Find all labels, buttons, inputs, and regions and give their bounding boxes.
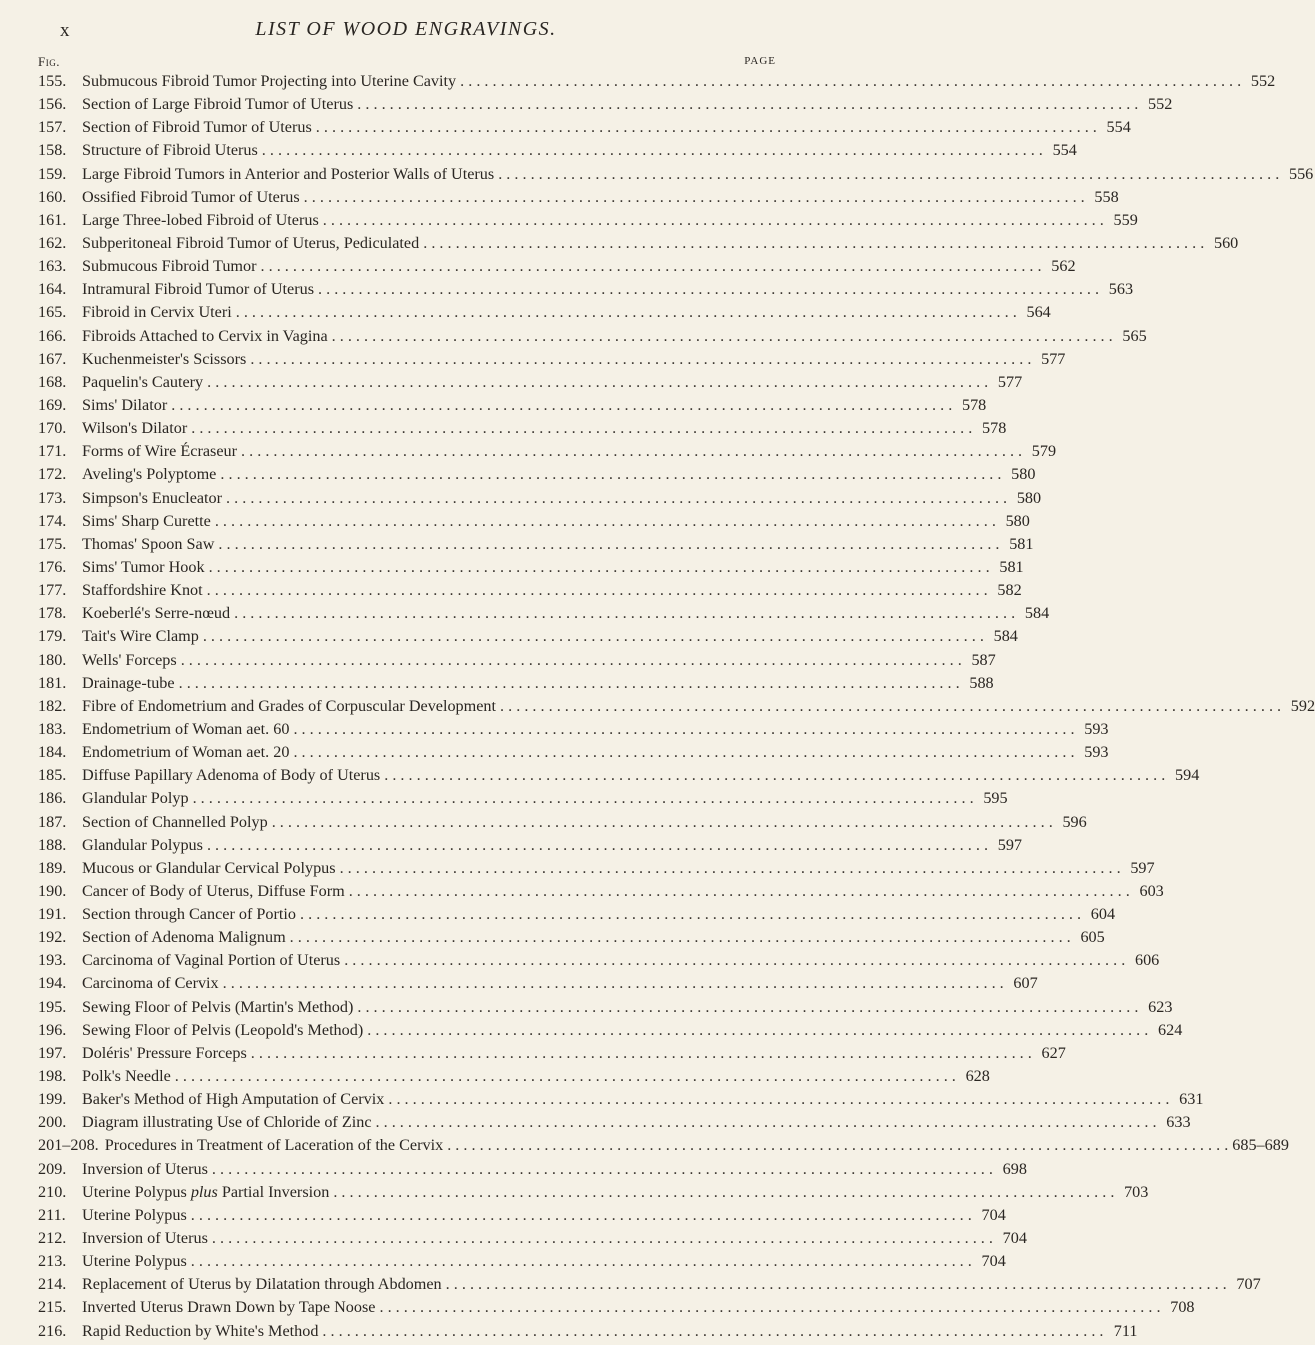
page-reference: 685–689 xyxy=(1232,1136,1289,1155)
list-item xyxy=(36,858,1155,882)
figure-number: 156. xyxy=(38,95,67,114)
dot-leader xyxy=(261,257,1042,276)
engraving-title: Cancer of Body of Uterus, Diffuse Form xyxy=(82,881,345,900)
page-reference: 707 xyxy=(1236,1275,1261,1294)
dot-leader xyxy=(340,859,1121,878)
figure-number: 209. xyxy=(38,1159,67,1178)
engraving-title: Submucous Fibroid Tumor Projecting into Uterine Cavity xyxy=(82,72,457,90)
dot-leader xyxy=(447,1136,1228,1155)
column-headings xyxy=(36,52,776,74)
figure-number: 199. xyxy=(38,1090,67,1109)
list-item xyxy=(36,419,1007,442)
engraving-title: Sewing Floor of Pelvis (Leopold's Method) xyxy=(82,1020,364,1039)
list-item xyxy=(36,604,1050,627)
engraving-title: Sims' Dilator xyxy=(82,395,168,414)
list-item xyxy=(36,1205,1006,1229)
figure-number: 181. xyxy=(38,673,67,692)
dot-leader xyxy=(207,836,988,855)
engraving-title: Large Fibroid Tumors in Anterior and Posterior Walls of Uterus xyxy=(82,164,495,183)
list-item xyxy=(36,210,1138,234)
page-reference: 597 xyxy=(997,835,1022,854)
dot-leader xyxy=(290,928,1071,947)
page-reference: 563 xyxy=(1108,280,1134,299)
list-item xyxy=(36,951,1160,974)
list-item xyxy=(36,442,1057,465)
engraving-title: Polk's Needle xyxy=(82,1067,171,1086)
dot-leader xyxy=(498,165,1279,184)
engraving-title: Section of Adenoma Malignum xyxy=(82,928,286,947)
page-reference: 606 xyxy=(1134,951,1160,970)
dot-leader xyxy=(209,558,990,577)
page-reference: 593 xyxy=(1084,719,1109,738)
engraving-title: Uterine Polypus xyxy=(82,1252,187,1271)
figure-number: 161. xyxy=(38,210,67,229)
dot-leader xyxy=(193,789,974,808)
page-reference: 580 xyxy=(1011,465,1036,484)
list-item xyxy=(36,905,1116,928)
dot-leader xyxy=(212,1229,993,1248)
figure-number: 187. xyxy=(38,812,67,831)
list-item xyxy=(36,395,987,419)
page-reference: 581 xyxy=(999,557,1024,576)
list-item xyxy=(36,696,1315,720)
list-item xyxy=(36,257,1076,280)
page-reference: 595 xyxy=(983,789,1008,808)
page-number: x xyxy=(60,20,71,41)
figure-number: 194. xyxy=(38,974,67,993)
list-item xyxy=(36,349,1066,373)
figure-number: 162. xyxy=(38,233,67,252)
list-item xyxy=(36,1136,1289,1159)
engraving-title: Wilson's Dilator xyxy=(82,419,188,438)
engraving-title: Carcinoma of Cervix xyxy=(82,974,219,993)
page-reference: 552 xyxy=(1148,95,1173,114)
engraving-title: Carcinoma of Vaginal Portion of Uterus xyxy=(82,951,341,970)
dot-leader xyxy=(175,1067,956,1086)
figure-number: 195. xyxy=(38,997,67,1016)
engraving-title: Staffordshire Knot xyxy=(82,581,203,600)
engraving-title: Uterine Polypus xyxy=(82,1205,187,1224)
running-title: LIST OF WOOD ENGRAVINGS. xyxy=(255,18,557,40)
page-reference: 559 xyxy=(1113,210,1138,229)
list-item xyxy=(36,465,1036,488)
dot-leader xyxy=(376,1113,1157,1132)
list-item xyxy=(36,766,1200,789)
engraving-title: Thomas' Spoon Saw xyxy=(82,534,215,553)
engraving-title: Replacement of Uterus by Dilatation through Abdomen xyxy=(82,1275,442,1294)
figure-number: 182. xyxy=(38,696,67,715)
figure-number: 155. xyxy=(38,72,67,90)
dot-leader xyxy=(272,813,1053,832)
dot-leader xyxy=(250,350,1031,369)
list-item xyxy=(36,812,1087,836)
engraving-title: Endometrium of Woman aet. 20 xyxy=(82,743,290,762)
dot-leader xyxy=(171,396,952,415)
page-reference: 552 xyxy=(1250,72,1276,90)
list-item xyxy=(36,72,1276,95)
dot-leader xyxy=(220,465,1001,484)
engraving-title: Ossified Fibroid Tumor of Uterus xyxy=(82,187,300,206)
page-reference: 558 xyxy=(1094,187,1119,206)
page-reference: 597 xyxy=(1130,858,1155,877)
engraving-title: Drainage-tube xyxy=(82,673,175,692)
page-reference: 560 xyxy=(1213,233,1239,252)
list-item xyxy=(36,1113,1191,1136)
figure-number: 197. xyxy=(38,1043,67,1062)
list-item xyxy=(36,835,1022,859)
figure-number: 171. xyxy=(38,442,67,461)
figure-number: 186. xyxy=(38,789,67,808)
engraving-title: Fibroids Attached to Cervix in Vagina xyxy=(82,326,328,345)
dot-leader xyxy=(316,118,1097,137)
page-reference: 554 xyxy=(1106,118,1131,137)
page-reference: 580 xyxy=(1016,488,1042,507)
figure-number: 185. xyxy=(38,766,67,785)
figure-number: 160. xyxy=(38,187,67,206)
list-item xyxy=(36,789,1008,812)
page-reference: 603 xyxy=(1139,881,1164,900)
dot-leader xyxy=(322,1322,1103,1341)
dot-leader xyxy=(212,1160,993,1179)
dot-leader xyxy=(293,743,1074,762)
page-reference: 596 xyxy=(1062,812,1087,831)
dot-leader xyxy=(357,95,1138,114)
dot-leader xyxy=(367,1021,1148,1040)
list-item xyxy=(36,118,1131,141)
list-item xyxy=(36,280,1134,303)
engraving-title: Sewing Floor of Pelvis (Martin's Method) xyxy=(82,997,354,1016)
page-reference: 628 xyxy=(965,1067,990,1086)
list-item xyxy=(36,233,1239,257)
page-reference: 624 xyxy=(1158,1020,1183,1039)
dot-leader xyxy=(318,280,1099,299)
dot-leader xyxy=(218,535,999,554)
engraving-title: Paquelin's Cautery xyxy=(82,372,204,391)
page-reference: 704 xyxy=(981,1252,1006,1271)
page-reference: 592 xyxy=(1290,696,1315,715)
dot-leader xyxy=(251,1044,1032,1063)
dot-leader xyxy=(344,951,1125,970)
engraving-title: Subperitoneal Fibroid Tumor of Uterus, Pediculated xyxy=(82,233,420,252)
page-reference: 627 xyxy=(1041,1043,1066,1062)
figure-number: 215. xyxy=(38,1298,67,1317)
list-item xyxy=(36,141,1077,164)
dot-leader xyxy=(203,627,984,646)
list-item xyxy=(36,1090,1204,1113)
figure-number: 165. xyxy=(38,303,67,322)
fig-column-heading: Fig. xyxy=(38,54,60,69)
engraving-title: Rapid Reduction by White's Method xyxy=(82,1321,319,1340)
engraving-title: Sims' Sharp Curette xyxy=(82,511,211,530)
list-item xyxy=(36,1252,1006,1275)
figure-number: 190. xyxy=(38,881,67,900)
page-reference: 584 xyxy=(993,627,1018,646)
list-item xyxy=(36,1275,1261,1298)
list-item xyxy=(36,164,1314,188)
dot-leader xyxy=(191,1252,972,1271)
page-reference: 578 xyxy=(961,395,987,414)
page-reference: 604 xyxy=(1090,905,1116,924)
page-reference: 607 xyxy=(1013,974,1038,993)
page-reference: 582 xyxy=(997,581,1022,600)
engraving-title: Section of Fibroid Tumor of Uterus xyxy=(82,118,312,137)
engraving-title: Submucous Fibroid Tumor xyxy=(82,257,257,276)
page-reference: 703 xyxy=(1124,1182,1149,1201)
engraving-title: Procedures in Treatment of Laceration of the Cervix xyxy=(104,1136,444,1155)
figure-number: 169. xyxy=(38,395,67,414)
dot-leader xyxy=(357,998,1138,1017)
dot-leader xyxy=(300,905,1081,924)
figure-number: 168. xyxy=(38,372,67,391)
figure-number: 177. xyxy=(38,581,67,600)
dot-leader xyxy=(333,1183,1114,1202)
page-reference: 605 xyxy=(1080,928,1105,947)
dot-leader xyxy=(446,1275,1227,1294)
list-item xyxy=(36,1298,1195,1321)
list-item xyxy=(36,974,1038,997)
figure-number: 191. xyxy=(38,905,67,924)
engraving-title: Section of Large Fibroid Tumor of Uterus xyxy=(82,95,354,114)
page-reference: 581 xyxy=(1009,534,1034,553)
engraving-title: Sims' Tumor Hook xyxy=(82,557,205,576)
list-item xyxy=(36,743,1109,766)
dot-leader xyxy=(179,674,960,693)
figure-number: 173. xyxy=(38,488,67,507)
page-reference: 554 xyxy=(1052,141,1077,160)
dot-leader xyxy=(332,327,1113,346)
page-reference: 698 xyxy=(1002,1159,1027,1178)
page-reference: 623 xyxy=(1148,997,1173,1016)
dot-leader xyxy=(207,581,988,600)
figure-number: 213. xyxy=(38,1252,67,1271)
page-reference: 704 xyxy=(981,1205,1006,1224)
figure-number: 212. xyxy=(38,1229,67,1248)
page-reference: 631 xyxy=(1179,1090,1204,1109)
engraving-title: Uterine Polypus plus Partial Inversion xyxy=(82,1182,330,1201)
list-item xyxy=(36,581,1022,604)
list-item xyxy=(36,928,1105,951)
dot-leader xyxy=(423,234,1204,253)
list-item xyxy=(36,1182,1149,1206)
page-reference: 562 xyxy=(1051,257,1076,276)
page-reference: 577 xyxy=(1041,349,1066,368)
figure-number: 216. xyxy=(38,1321,67,1340)
figure-number: 172. xyxy=(38,465,67,484)
figure-number: 159. xyxy=(38,164,67,183)
page-reference: 577 xyxy=(997,372,1023,391)
page-reference: 565 xyxy=(1122,326,1147,345)
dot-leader xyxy=(181,651,962,670)
engraving-title: Diagram illustrating Use of Chloride of Zinc xyxy=(82,1113,372,1132)
page-reference: 556 xyxy=(1288,164,1314,183)
engraving-title: Inverted Uterus Drawn Down by Tape Noose xyxy=(82,1298,376,1317)
engraving-title: Mucous or Glandular Cervical Polypus xyxy=(82,858,336,877)
figure-number: 163. xyxy=(38,257,67,276)
page-reference: 633 xyxy=(1166,1113,1191,1132)
figure-number: 179. xyxy=(38,627,67,646)
figure-number: 210. xyxy=(38,1182,67,1201)
page-reference: 579 xyxy=(1031,442,1057,461)
engraving-title: Aveling's Polyptome xyxy=(82,465,217,484)
engraving-title: Inversion of Uterus xyxy=(82,1229,208,1248)
engraving-title: Tait's Wire Clamp xyxy=(82,627,199,646)
list-item xyxy=(36,1020,1183,1044)
engraving-title: Glandular Polyp xyxy=(82,789,189,808)
figure-number: 167. xyxy=(38,349,67,368)
list-item xyxy=(36,1229,1027,1252)
page-reference: 704 xyxy=(1002,1229,1027,1248)
figure-number: 189. xyxy=(38,858,67,877)
page-reference: 580 xyxy=(1005,511,1030,530)
figure-number: 192. xyxy=(38,928,67,947)
dot-leader xyxy=(349,882,1130,901)
list-item xyxy=(36,187,1119,211)
page-reference: 587 xyxy=(971,650,996,669)
dot-leader xyxy=(262,141,1043,160)
engraving-title: Koeberlé's Serre-nœud xyxy=(82,604,231,623)
figure-number: 164. xyxy=(38,280,67,299)
figure-number: 166. xyxy=(38,326,67,345)
engraving-title: Kuchenmeister's Scissors xyxy=(82,349,247,368)
engravings-list xyxy=(36,72,1315,1345)
list-item xyxy=(36,557,1024,581)
list-item xyxy=(36,1067,990,1090)
figure-number: 157. xyxy=(38,118,67,137)
engraving-title: Endometrium of Woman aet. 60 xyxy=(82,719,290,738)
page-column-heading: PAGE xyxy=(744,55,776,67)
dot-leader xyxy=(191,419,972,438)
figure-number: 183. xyxy=(38,719,67,738)
engraving-title: Glandular Polypus xyxy=(82,835,203,854)
list-item xyxy=(36,719,1109,743)
list-item xyxy=(36,511,1030,535)
dot-leader xyxy=(379,1298,1160,1317)
figure-number: 214. xyxy=(38,1275,67,1294)
page-reference: 594 xyxy=(1175,766,1200,785)
dot-leader xyxy=(388,1090,1169,1109)
engraving-title: Baker's Method of High Amputation of Cervix xyxy=(82,1090,385,1109)
engraving-title: Section of Channelled Polyp xyxy=(82,812,268,831)
engraving-title: Doléris' Pressure Forceps xyxy=(82,1043,247,1062)
engraving-title: Large Three-lobed Fibroid of Uterus xyxy=(82,210,319,229)
figure-number: 188. xyxy=(38,835,67,854)
engraving-title: Structure of Fibroid Uterus xyxy=(82,141,258,160)
list-item xyxy=(36,1321,1138,1345)
dot-leader xyxy=(223,974,1004,993)
figure-number: 211. xyxy=(38,1205,66,1224)
page-reference: 588 xyxy=(969,673,994,692)
list-item xyxy=(36,627,1018,650)
dot-leader xyxy=(241,442,1022,461)
list-item xyxy=(36,303,1051,326)
figure-number: 170. xyxy=(38,419,67,438)
dot-leader xyxy=(207,373,988,392)
list-item xyxy=(36,997,1173,1021)
dot-leader xyxy=(323,211,1104,230)
page-header xyxy=(36,12,776,46)
dot-leader xyxy=(226,489,1007,508)
list-item xyxy=(36,673,994,697)
figure-number: 180. xyxy=(38,650,67,669)
figure-number: 175. xyxy=(38,534,67,553)
list-item xyxy=(36,881,1164,905)
dot-leader xyxy=(215,512,996,531)
engraving-title: Inversion of Uterus xyxy=(82,1159,208,1178)
figure-number: 201–208. xyxy=(38,1136,99,1155)
figure-number: 176. xyxy=(38,557,67,576)
list-item xyxy=(36,1043,1066,1067)
engraving-title: Wells' Forceps xyxy=(82,650,177,669)
figure-number: 178. xyxy=(38,604,67,623)
engraving-title: Intramural Fibroid Tumor of Uterus xyxy=(82,280,315,299)
engraving-title: Diffuse Papillary Adenoma of Body of Uterus xyxy=(82,766,381,785)
page-reference: 593 xyxy=(1084,743,1109,762)
list-item xyxy=(36,1159,1027,1183)
dot-leader xyxy=(460,72,1241,91)
figure-number: 174. xyxy=(38,511,67,530)
engraving-title: Forms of Wire Écraseur xyxy=(82,442,238,461)
list-item xyxy=(36,372,1023,396)
list-item xyxy=(36,326,1147,350)
dot-leader xyxy=(191,1206,972,1225)
page-reference: 708 xyxy=(1170,1298,1195,1317)
engraving-title: Simpson's Enucleator xyxy=(82,488,223,507)
engraving-title: Section through Cancer of Portio xyxy=(82,905,296,924)
dot-leader xyxy=(500,697,1281,716)
dot-leader xyxy=(384,766,1165,785)
page-reference: 578 xyxy=(982,419,1007,438)
list-item xyxy=(36,488,1042,512)
figure-number: 200. xyxy=(38,1113,67,1132)
list-item xyxy=(36,534,1034,558)
list-item xyxy=(36,650,996,674)
page-reference: 564 xyxy=(1026,303,1051,322)
figure-number: 184. xyxy=(38,743,67,762)
engraving-title: Fibroid in Cervix Uteri xyxy=(82,303,232,322)
dot-leader xyxy=(293,720,1074,739)
engraving-title: Fibre of Endometrium and Grades of Corpuscular Development xyxy=(82,696,497,715)
figure-number: 198. xyxy=(38,1067,67,1086)
figure-number: 196. xyxy=(38,1020,67,1039)
dot-leader xyxy=(234,604,1015,623)
dot-leader xyxy=(304,188,1085,207)
book-page xyxy=(36,12,1315,1345)
page-reference: 584 xyxy=(1024,604,1050,623)
dot-leader xyxy=(236,303,1017,322)
figure-number: 193. xyxy=(38,951,67,970)
list-item xyxy=(36,95,1173,118)
figure-number: 158. xyxy=(38,141,67,160)
page-reference: 711 xyxy=(1113,1321,1138,1340)
